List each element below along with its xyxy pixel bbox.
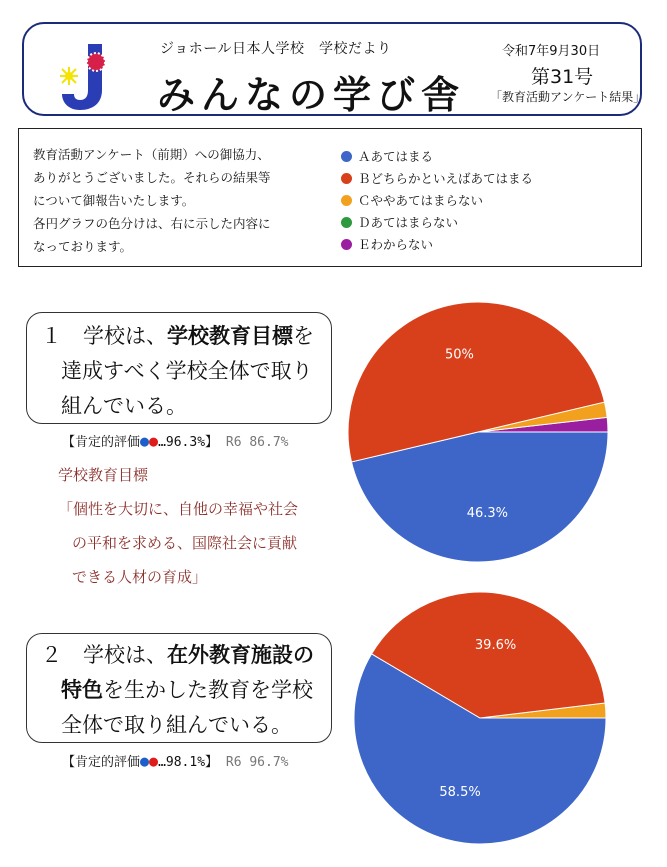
evaluation-value: …98.1%】 [158,755,219,770]
intro-box [18,128,642,267]
intro-line: について御報告いたします。 [33,193,195,208]
question-2-line [41,638,331,673]
legend-item [341,145,533,167]
dot-a-icon: ● [140,432,150,450]
intro-line: 各円グラフの色分けは、右に示した内容に [33,216,271,231]
legend-item [341,211,533,233]
legend-dot-icon [341,151,352,162]
question-2-text: を生かした教育を学校 [103,678,313,702]
legend-dot-icon [341,239,352,250]
newsletter-header [22,22,646,117]
pie-chart-question-2 [352,590,608,846]
question-1-box [26,312,332,424]
legend-dot-icon [341,173,352,184]
question-1-line: 達成すべく学校全体で取り [61,359,313,383]
issue-subtitle: 「教育活動アンケート結果」 [490,90,646,104]
dot-b-icon: ● [149,432,159,450]
question-1-line: 組んでいる。 [61,394,187,418]
evaluation-label: 【肯定的評価 [62,435,141,450]
intro-line: ありがとうございました。それらの結果等 [33,170,271,185]
goal-line: できる人材の育成」 [72,568,208,586]
legend-label: Ａあてはまる [358,149,434,164]
school-name: ジョホール日本人学校 学校だより [160,41,392,57]
legend-label: Ｂどちらかといえばあてはまる [358,171,534,186]
question-2-box [26,633,332,743]
pie-chart-question-1 [346,300,610,564]
intro-line: 教育活動アンケート（前期）への御協力、 [33,147,270,162]
color-legend [341,145,533,255]
newsletter-title: みんなの学び舎 [157,73,466,117]
question-2-evaluation [62,751,289,770]
question-1-text: １ 学校は、 [41,324,167,348]
question-2-line: 全体で取り組んでいる。 [61,713,292,737]
previous-year-value: R6 96.7% [225,755,289,770]
dot-b-icon: ● [149,752,159,770]
pie-label-b: 39.6% [474,638,517,654]
issue-date: 令和7年9月30日 [502,44,601,59]
previous-year-value: R6 86.7% [225,435,289,450]
logo-circle [87,53,105,71]
question-1-evaluation [62,431,289,450]
question-1-text: を [293,324,314,348]
goal-title: 学校教育目標 [58,466,149,484]
question-1-keyword: 学校教育目標 [167,324,293,348]
dot-a-icon: ● [140,752,150,770]
legend-item [341,233,533,255]
goal-line: 「個性を大切に、自他の幸福や社会 [58,500,299,518]
intro-text [33,143,271,258]
legend-dot-icon [341,217,352,228]
school-goal [58,458,298,594]
question-2-keyword: 在外教育施設の [167,643,314,667]
pie-label-a: 46.3% [466,506,509,522]
question-2-keyword: 特色 [61,678,103,702]
legend-label: Ｃややあてはまらない [358,193,484,208]
legend-label: Ｄあてはまらない [358,215,459,230]
issue-number: 第31号 [531,66,594,88]
legend-item [341,167,533,189]
pie-label-a: 58.5% [439,784,481,800]
evaluation-value: …96.3%】 [158,435,219,450]
question-2-text: ２ 学校は、 [41,643,167,667]
evaluation-label: 【肯定的評価 [62,755,141,770]
goal-line: の平和を求める、国際社会に貢献 [72,534,298,552]
intro-line: なっております。 [33,239,133,254]
legend-dot-icon [341,195,352,206]
question-2-line [41,673,331,708]
school-logo [56,40,112,112]
legend-label: Ｅわからない [358,237,434,252]
question-1-line [41,319,331,354]
pie-label-b: 50% [444,347,474,363]
legend-item [341,189,533,211]
